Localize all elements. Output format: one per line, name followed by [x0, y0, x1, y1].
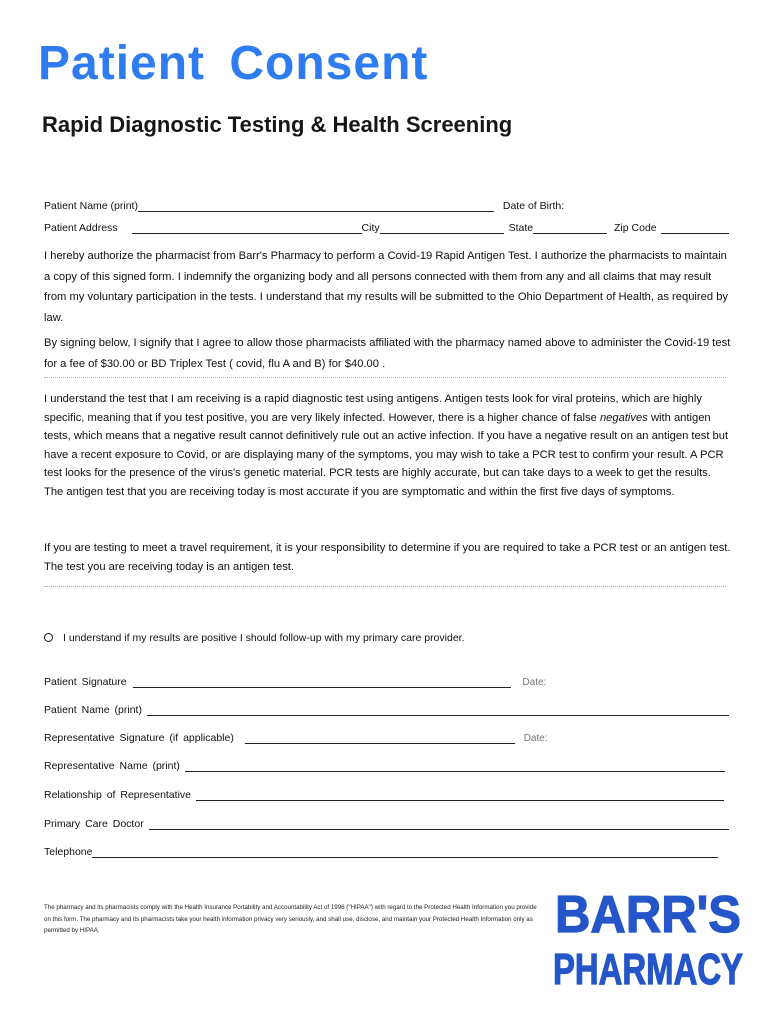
patient-signature-label: Patient Signature — [44, 676, 127, 688]
barrs-pharmacy-logo — [552, 884, 744, 990]
divider — [44, 377, 726, 378]
telephone-field[interactable] — [92, 847, 718, 858]
primary-care-doctor-field[interactable] — [149, 819, 729, 830]
representative-name-label: Representative Name (print) — [44, 760, 180, 772]
state-label: State — [508, 222, 534, 234]
patient-name-field[interactable] — [138, 201, 494, 212]
primary-care-doctor-label: Primary Care Doctor — [44, 818, 144, 830]
followup-radio[interactable] — [44, 633, 53, 642]
representative-signature-field[interactable] — [245, 733, 515, 744]
patient-signature-row — [44, 676, 546, 688]
representative-signature-label: Representative Signature (if applicable) — [44, 732, 234, 744]
patient-name-label: Patient Name (print) — [44, 200, 138, 212]
city-field[interactable] — [380, 223, 504, 234]
zip-code-label: Zip Code — [614, 222, 657, 234]
representative-name-field[interactable] — [185, 761, 725, 772]
page-title: Patient Consent — [38, 37, 429, 90]
patient-address-field[interactable] — [132, 223, 362, 234]
telephone-label: Telephone — [44, 846, 93, 858]
negatives-emphasis: negatives — [599, 411, 648, 424]
patient-name-print-label: Patient Name (print) — [44, 704, 142, 716]
antigen-info-paragraph: I understand the test that I am receiving is a rapid diagnostic test using antigens. Antigen tests look for viral proteins, which are highly specific, meaning that if you test positive, you are very likely infected. However, there is a higher chance of false negatives with antigen tests, which means that a negative result cannot definitively rule out an active infection. If you have a negative result on an antigen test but have a recent exposure to Covid, or are displaying many of the symptoms, you may wish to take a PCR test to confirm your result. A PCR test looks for the presence of the virus's genetic material. PCR tests are highly accurate, but can take days to a week to get the results. The antigen test that you are receiving today is most accurate if you are symptomatic and within the first five days of symptoms. — [44, 393, 729, 498]
divider — [44, 586, 726, 587]
logo-line-2: PHARMACY — [553, 945, 743, 990]
patient-signature-date-label: Date: — [522, 677, 547, 688]
followup-checkbox-row[interactable] — [44, 632, 465, 644]
primary-care-doctor-row — [44, 818, 729, 830]
relationship-field[interactable] — [196, 790, 724, 801]
state-field[interactable] — [533, 223, 607, 234]
dob-label: Date of Birth: — [502, 200, 565, 212]
representative-signature-row — [44, 732, 548, 744]
consent-paragraph: I hereby authorize the pharmacist from Barr's Pharmacy to perform a Covid-19 Rapid Antigen Test. I authorize the pharmacists to maintain a copy of this signed form. I indemnify the organizing body and all persons connected with them from any and all claims that may result from my voluntary participation in the tests. I understand that my results will be submitted to the Ohio Department of Health, as required by law. — [44, 250, 729, 324]
relationship-row — [44, 789, 724, 801]
hipaa-notice: The pharmacy and its pharmacists comply with the Health Insurance Portability and Accountability Act of 1996 ("HIPAA") with regard to the Protected Health Information you provide on this form. The pharmacy and its pharmacists take your health information privacy very seriously, and shall use, disclose, and maintain your Protected Health Information only as permitted by HIPAA. — [44, 904, 537, 934]
representative-name-row — [44, 760, 725, 772]
travel-paragraph: If you are testing to meet a travel requirement, it is your responsibility to determine if you are required to take a PCR test or an antigen test. The test you are receiving today is an antigen test. — [44, 542, 731, 573]
city-label: City — [361, 222, 380, 234]
relationship-label: Relationship of Representative — [44, 789, 192, 801]
telephone-row — [44, 846, 718, 858]
representative-date-label: Date: — [523, 733, 548, 744]
patient-name-row — [44, 200, 564, 212]
logo-line-1: BARR'S — [555, 886, 741, 944]
patient-address-label: Patient Address — [44, 222, 118, 234]
patient-name-print-row — [44, 704, 729, 716]
page-subtitle: Rapid Diagnostic Testing & Health Screening — [42, 112, 513, 137]
patient-name-print-field[interactable] — [147, 705, 729, 716]
address-row — [44, 222, 729, 234]
followup-label: I understand if my results are positive I should follow-up with my primary care provider. — [63, 632, 465, 644]
fee-paragraph: By signing below, I signify that I agree to allow those pharmacists affiliated with the pharmacy named above to administer the Covid-19 test for a fee of $30.00 or BD Triplex Test ( covid, flu A and B) for $40.00 . — [44, 337, 731, 370]
zip-code-field[interactable] — [661, 223, 729, 234]
patient-signature-field[interactable] — [133, 677, 511, 688]
